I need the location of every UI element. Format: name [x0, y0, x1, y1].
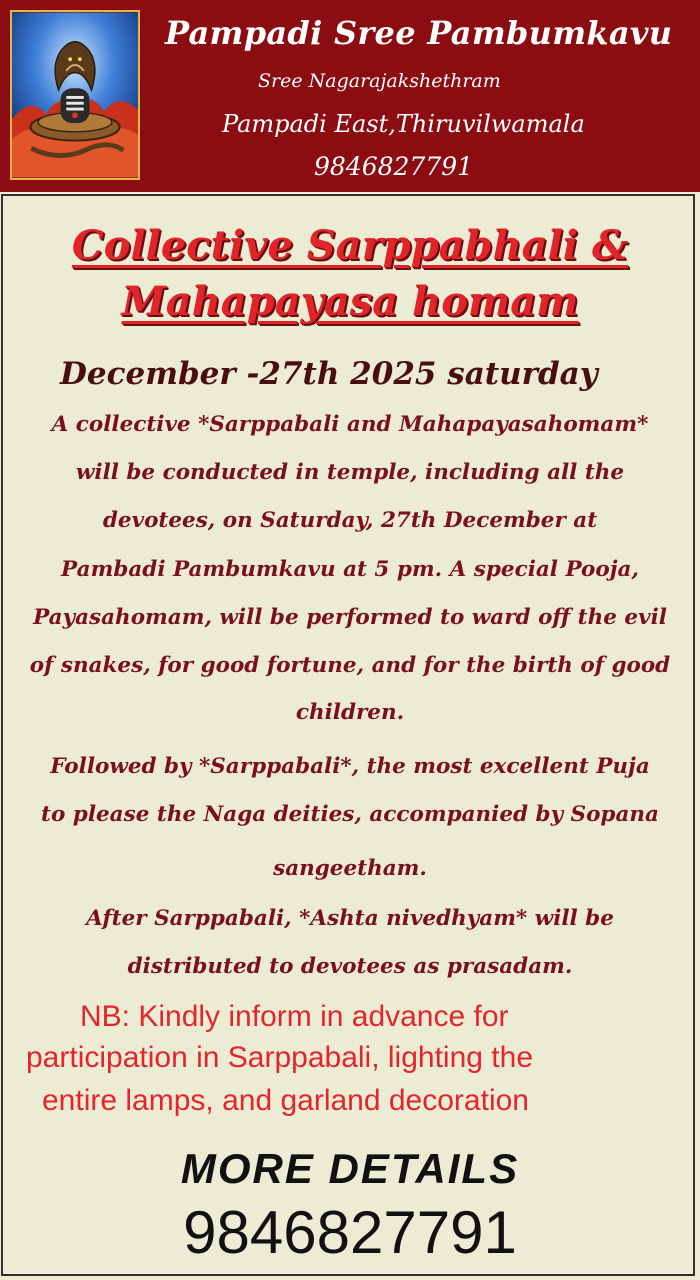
description-line: will be conducted in temple, including all the: [75, 460, 625, 485]
description-line: A collective *Sarppabali and Mahapayasahomam*: [51, 412, 649, 437]
header-banner: [0, 0, 700, 192]
nb-note-line: entire lamps, and garland decoration: [42, 1084, 529, 1117]
description-line: Payasahomam, will be performed to ward off the evil: [33, 605, 667, 630]
temple-address: Pampadi East,Thiruvilwamala: [222, 110, 585, 138]
more-details-heading: MORE DETAILS: [180, 1145, 520, 1192]
snake-deity-illustration: [12, 12, 138, 178]
description-line: of snakes, for good fortune, and for the birth of good: [29, 653, 671, 678]
description-line: children.: [295, 700, 405, 725]
temple-subtitle: Sree Nagarajakshethram: [258, 70, 501, 92]
description-line: devotees, on Saturday, 27th December at: [102, 508, 598, 533]
description-line: After Sarppabali, *Ashta nivedhyam* will be: [86, 906, 614, 931]
snake-deity-icon: [10, 10, 140, 180]
description-line: to please the Naga deities, accompanied by Sopana: [41, 802, 659, 827]
temple-name: Pampadi Sree Pambumkavu: [165, 14, 673, 52]
nb-note-line: NB: Kindly inform in advance for: [80, 1000, 509, 1033]
nb-note-line: participation in Sarppabali, lighting the: [26, 1041, 533, 1074]
description-line: Followed by *Sarppabali*, the most excellent Puja: [50, 754, 650, 779]
event-date: December -27th 2025 saturday: [60, 356, 598, 392]
description-line: sangeetham.: [273, 856, 427, 881]
event-title-line-2: Mahapayasa homam: [121, 278, 579, 325]
event-title-line-1: Collective Sarppabhali &: [71, 222, 629, 269]
header-phone: 9846827791: [314, 152, 474, 181]
contact-phone[interactable]: 9846827791: [183, 1199, 517, 1266]
description-line: Pambadi Pambumkavu at 5 pm. A special Pooja,: [61, 557, 639, 582]
description-line: distributed to devotees as prasadam.: [127, 954, 573, 979]
